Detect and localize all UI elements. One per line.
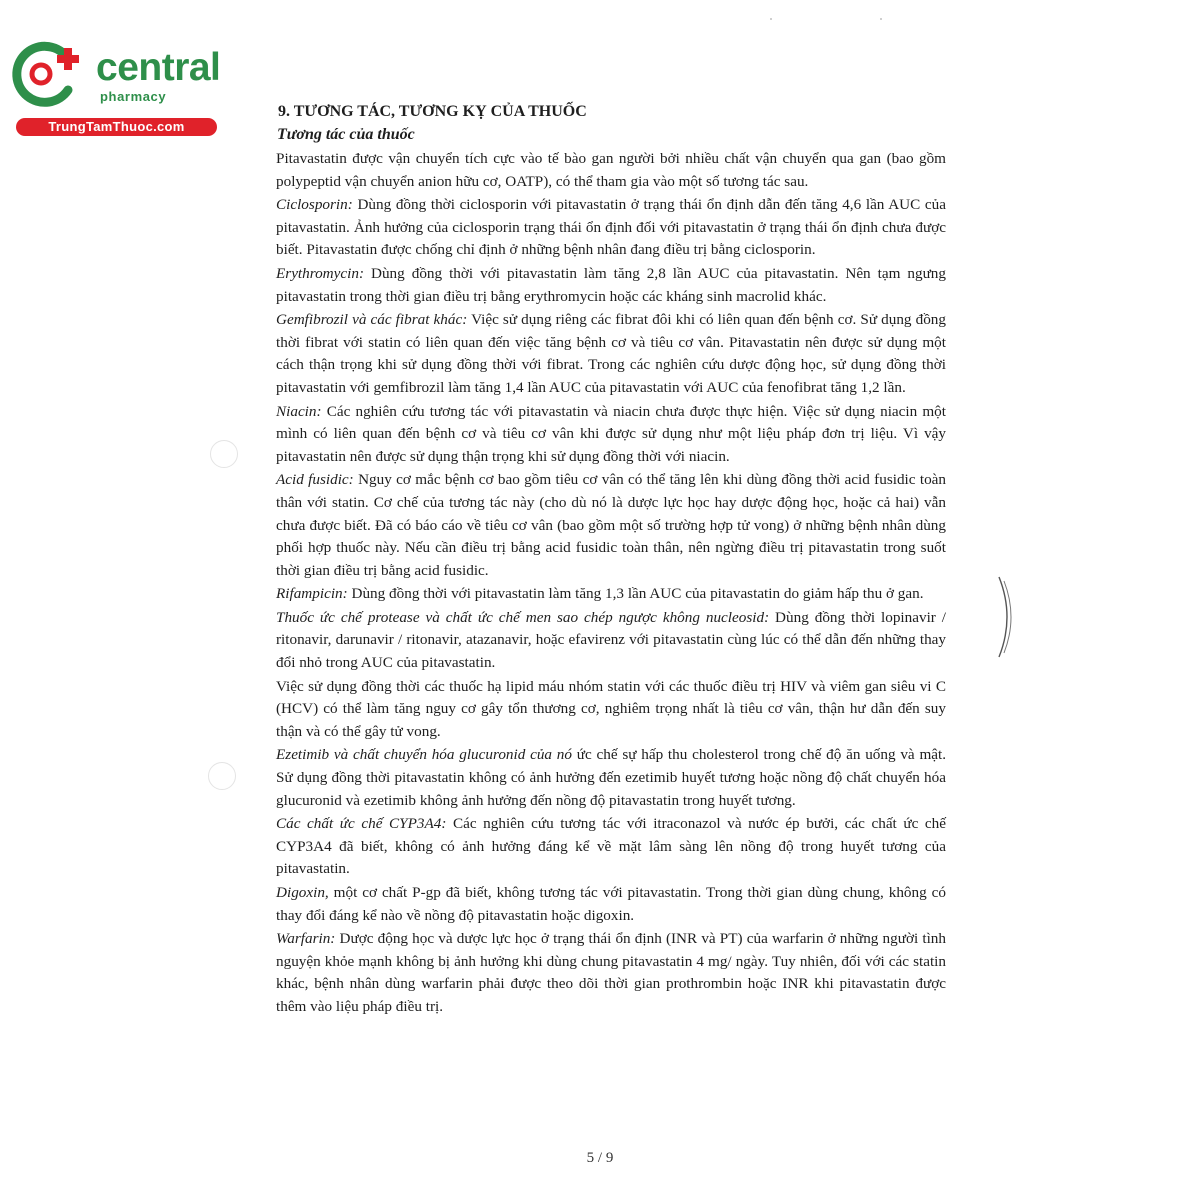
paragraph — [276, 148, 946, 193]
logo-wordmark: central — [96, 46, 221, 89]
paragraph-text: Pitavastatin được vận chuyển tích cực vào tế bào gan người bởi nhiều chất vận chuyển qua gan (bao gồm polypeptid vận chuyển anion hữu cơ, OATP), có thể tham gia vào một số tương tác sau. — [276, 150, 946, 190]
section-heading: 9. TƯƠNG TÁC, TƯƠNG KỴ CỦA THUỐC — [278, 103, 587, 120]
drug-name-lead: Các chất ức chế CYP3A4: — [276, 815, 447, 833]
paragraph — [276, 928, 946, 1018]
paragraph — [276, 744, 946, 812]
pharmacy-cross-logo-icon — [8, 38, 90, 114]
drug-name-lead: Digoxin, — [276, 884, 329, 901]
section-subheading: Tương tác của thuốc — [277, 126, 415, 143]
paragraph — [276, 583, 946, 606]
paragraph-text: Dùng đồng thời ciclosporin với pitavastatin ở trạng thái ổn định dẫn đến tăng 4,6 lần AUC của pitavastatin. Ảnh hưởng của ciclosporin trạng thái ổn định đối với pitavastatin ở trạng thái ổn định chưa được biết. Pitavastatin được chống chỉ định ở những bệnh nhân đang điều trị bằng ciclosporin. — [276, 196, 946, 259]
paragraph-text: Nguy cơ mắc bệnh cơ bao gồm tiêu cơ vân có thể tăng lên khi dùng đồng thời acid fusidic toàn thân với statin. Cơ chế của tương tác này (cho dù nó là dược lực học hay dược động học, hoặc cả hai) vẫn chưa được biết. Đã có báo cáo về tiêu cơ vân (bao gồm một số trường hợp tử vong) ở những bệnh nhân dùng phối hợp thuốc này. Nếu cần điều trị bằng acid fusidic toàn thân, nên ngừng điều trị pitavastatin trong suốt thời gian điều trị bằng acid fusidic. — [276, 471, 946, 579]
paragraph — [276, 607, 946, 675]
drug-name-lead: Ezetimib và chất chuyển hóa glucuronid của nó — [276, 746, 572, 764]
paragraph-text: Việc sử dụng đồng thời các thuốc hạ lipid máu nhóm statin với các thuốc điều trị HIV và viêm gan siêu vi C (HCV) có thể làm tăng nguy cơ gây tổn thương cơ, nghiêm trọng nhất là tiêu cơ vân, thận hư dẫn đến suy thận và có thể gây tử vong. — [276, 677, 946, 740]
paragraph — [276, 263, 946, 308]
paragraph-text: Dùng đồng thời với pitavastatin làm tăng 1,3 lần AUC của pitavastatin do giảm hấp thu ở gan. — [347, 585, 924, 603]
paragraph-text: Dùng đồng thời với pitavastatin làm tăng 2,8 lần AUC của pitavastatin. Nên tạm ngưng pitavastatin trong thời gian điều trị bằng erythromycin hoặc các kháng sinh macrolid khác. — [276, 264, 946, 305]
scan-speck — [880, 18, 882, 20]
central-pharmacy-logo — [8, 38, 223, 138]
paragraph — [276, 309, 946, 399]
paragraph-list — [270, 148, 946, 1019]
drug-name-lead: Acid fusidic: — [276, 471, 354, 489]
drug-name-lead: Niacin: — [276, 402, 322, 420]
paragraph-text: Các nghiên cứu tương tác với pitavastatin và niacin chưa được thực hiện. Việc sử dụng niacin một mình có liên quan đến bệnh cơ và tiêu cơ vân khi được sử dụng như một liệu pháp đơn trị liệu. Vì vậy pitavastatin nên được sử dụng thận trọng khi sử dụng đồng thời với niacin. — [276, 402, 946, 465]
document-body — [270, 100, 946, 1019]
drug-name-lead: Gemfibrozil và các fibrat khác: — [276, 311, 468, 329]
paragraph — [276, 194, 946, 262]
paragraph — [276, 401, 946, 469]
logo-website: TrungTamThuoc.com — [16, 118, 217, 136]
drug-name-lead: Thuốc ức chế protease và chất ức chế men sao chép ngược không nucleosid: — [276, 608, 770, 626]
drug-name-lead: Rifampicin: — [276, 585, 348, 603]
drug-name-lead: Erythromycin: — [276, 264, 365, 282]
page-number: 5 / 9 — [586, 1150, 614, 1166]
drug-name-lead: Ciclosporin: — [276, 196, 353, 214]
paragraph — [276, 676, 946, 744]
paragraph-text: Dược động học và dược lực học ở trạng thái ổn định (INR và PT) của warfarin ở những người tình nguyện khỏe mạnh không bị ảnh hưởng khi dùng chung pitavastatin 4 mg/ ngày. Tuy nhiên, đối với các statin khác, bệnh nhân dùng warfarin phải được theo dõi thời gian prothrombin hoặc INR khi pitavastatin được thêm vào liệu pháp điều trị. — [276, 930, 946, 1015]
punch-hole-mark — [208, 762, 236, 790]
paragraph-text: một cơ chất P-gp đã biết, không tương tác với pitavastatin. Trong thời gian dùng chung, không có thay đổi đáng kể nào về nồng độ pitavastatin hoặc digoxin. — [276, 884, 946, 924]
paragraph-text: Việc sử dụng riêng các fibrat đôi khi có liên quan đến bệnh cơ. Sử dụng đồng thời fibrat với statin có liên quan đến việc tăng bệnh cơ và tiêu cơ vân. Pitavastatin nên được sử dụng một cách thận trọng khi sử dụng đồng thời với fibrat. Trong các nghiên cứu dược động học, sử dụng đồng thời pitavastatin với gemfibrozil làm tăng 1,4 lần AUC của pitavastatin với AUC của fenofibrat tăng 1,2 lần. — [276, 311, 946, 396]
drug-name-lead: Warfarin: — [276, 930, 336, 948]
paragraph — [276, 469, 946, 582]
paragraph — [276, 882, 946, 927]
logo-subtitle: pharmacy — [100, 89, 167, 104]
scan-speck — [770, 18, 772, 20]
paragraph — [276, 813, 946, 881]
binder-bracket-mark — [995, 575, 1019, 659]
paragraph-text: Các nghiên cứu tương tác với itraconazol và nước ép bưởi, các chất ức chế CYP3A4 đã biết, không có ảnh hưởng đáng kể về mặt lâm sàng lên nồng độ trong huyết tương của pitavastatin. — [276, 815, 946, 878]
punch-hole-mark — [210, 440, 238, 468]
paragraph-text: Dùng đồng thời lopinavir / ritonavir, darunavir / ritonavir, atazanavir, hoặc efavirenz với pitavastatin cùng lúc có thể dẫn đến những thay đổi nhỏ trong AUC của pitavastatin. — [276, 608, 946, 672]
paragraph-text: ức chế sự hấp thu cholesterol trong chế độ ăn uống và mật. Sử dụng đồng thời pitavastatin không có ảnh hưởng đến ezetimib huyết tương hoặc nồng độ chất chuyển hóa glucuronid và ezetimib không ảnh hưởng đến nồng độ pitavastatin trong huyết tương. — [276, 746, 947, 809]
